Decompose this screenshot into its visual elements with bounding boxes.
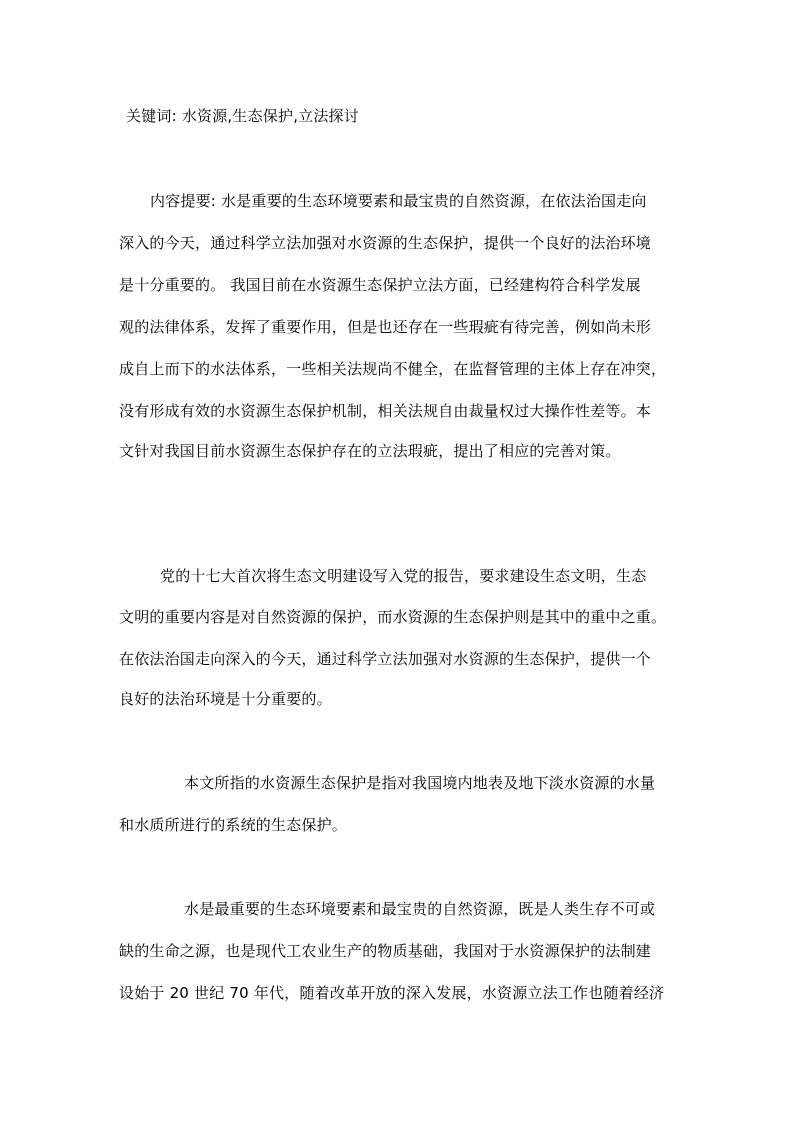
paragraph-line: 设始于 20 世纪 70 年代，随着改革开放的深入发展，水资源立法工作也随着经济 [119,984,665,1002]
keywords-line: 关键词: 水资源,生态保护,立法探讨 [126,107,359,125]
abstract-line: 成自上而下的水法体系，一些相关法规尚不健全，在监督管理的主体上存在冲突， [119,360,667,378]
abstract-line: 没有形成有效的水资源生态保护机制，相关法规自由裁量权过大操作性差等。本 [119,402,652,420]
paragraph-line: 文明的重要内容是对自然资源的保护，而水资源的生态保护则是其中的重中之重。 [119,608,667,626]
paragraph-line: 本文所指的水资源生态保护是指对我国境内地表及地下淡水资源的水量 [184,774,656,792]
abstract-line: 是十分重要的。 我国目前在水资源生态保护立法方面，已经建构符合科学发展 [119,276,641,294]
abstract-line: 文针对我国目前水资源生态保护存在的立法瑕疵，提出了相应的完善对策。 [119,442,621,460]
paragraph-line: 良好的法治环境是十分重要的。 [119,690,332,708]
paragraph-line: 党的十七大首次将生态文明建设写入党的报告，要求建设生态文明，生态 [160,567,647,585]
abstract-line: 内容提要: 水是重要的生态环境要素和最宝贵的自然资源，在依法治国走向 [150,192,647,210]
paragraph-line: 和水质所进行的系统的生态保护。 [119,816,348,834]
paragraph-line: 缺的生命之源，也是现代工农业生产的物质基础，我国对于水资源保护的法制建 [119,942,652,960]
abstract-line: 观的法律体系，发挥了重要作用，但是也还存在一些瑕疵有待完善，例如尚未形 [119,318,652,336]
abstract-line: 深入的今天，通过科学立法加强对水资源的生态保护，提供一个良好的法治环境 [119,234,652,252]
paragraph-line: 在依法治国走向深入的今天，通过科学立法加强对水资源的生态保护，提供一个 [119,650,652,668]
paragraph-line: 水是最重要的生态环境要素和最宝贵的自然资源，既是人类生存不可或 [184,900,656,918]
